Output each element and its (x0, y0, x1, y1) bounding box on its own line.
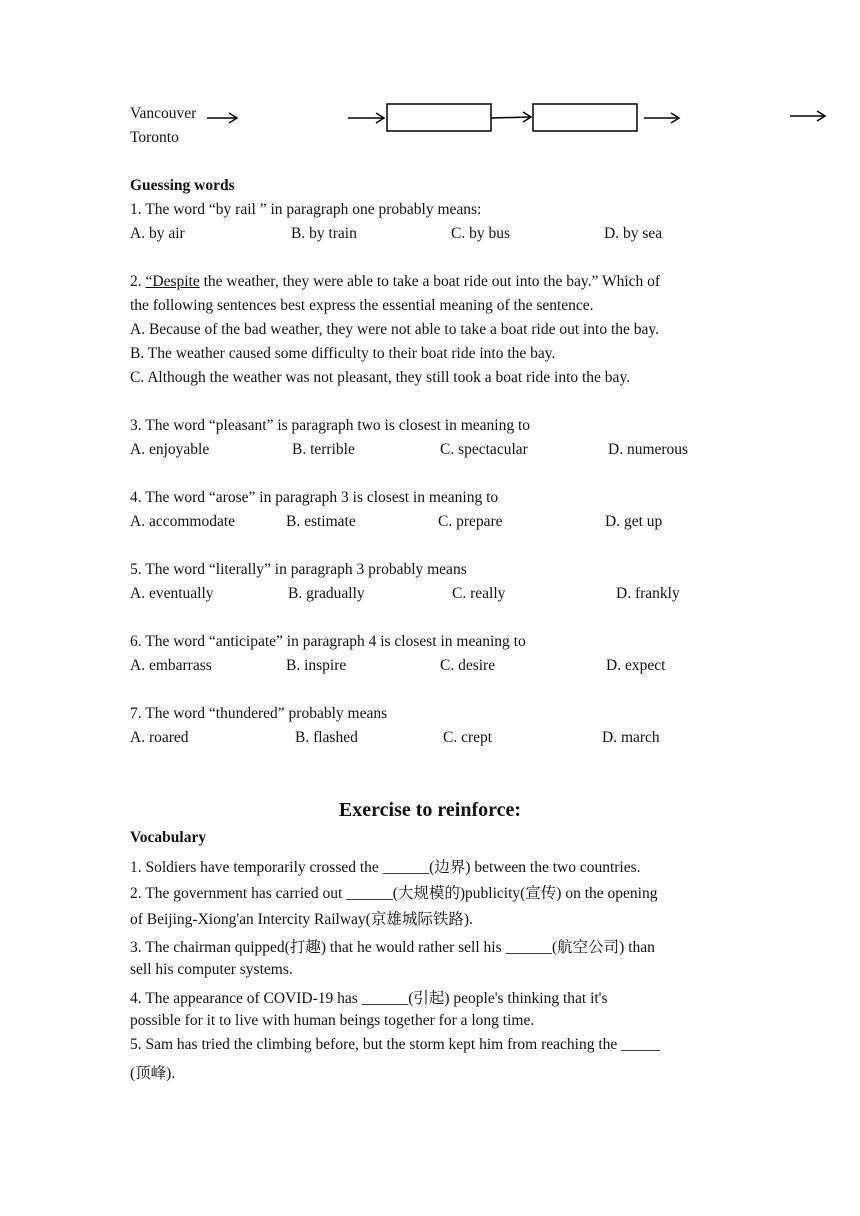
question-2-stem-line2: the following sentences best express the essential meaning of the sentence. (130, 297, 594, 314)
flow-box-1 (387, 104, 491, 131)
flow-arrow-3 (491, 117, 531, 118)
q6-option-d: D. expect (606, 657, 666, 674)
q4-option-a: A. accommodate (130, 513, 236, 530)
q2-choice-c: C. Although the weather was not pleasant, they still took a boat ride into the bay. (130, 369, 631, 386)
q7-option-d: D. march (602, 729, 660, 746)
q5-option-d: D. frankly (616, 585, 680, 602)
q1-option-b: B. by train (291, 225, 357, 242)
vocab-line-4: 4. The appearance of COVID-19 has ______(引起) people's thinking that it's (130, 990, 608, 1007)
q1-option-c: C. by bus (451, 225, 510, 242)
flow-diagram (0, 0, 860, 160)
flow-box-2 (533, 104, 637, 131)
question-1-stem: 1. The word “by rail ” in paragraph one probably means: (130, 201, 482, 218)
section-heading-guessing: Guessing words (130, 177, 235, 194)
exercise-title: Exercise to reinforce: (338, 799, 522, 821)
q7-option-a: A. roared (130, 729, 189, 746)
q2-number: 2. (130, 273, 146, 290)
question-3-stem: 3. The word “pleasant” is paragraph two is closest in meaning to (130, 417, 531, 434)
vocab-line-4-cont: possible for it to live with human beings together for a long time. (130, 1012, 535, 1029)
question-4-stem: 4. The word “arose” in paragraph 3 is closest in meaning to (130, 489, 499, 506)
q5-option-b: B. gradually (288, 585, 365, 602)
vocab-line-5-cont: (顶峰). (130, 1065, 176, 1082)
vocab-line-3: 3. The chairman quipped(打趣) that he would rather sell his ______(航空公司) than (130, 939, 655, 956)
q6-option-c: C. desire (440, 657, 496, 674)
q2-choice-b: B. The weather caused some difficulty to their boat ride into the bay. (130, 345, 556, 362)
q2-underlined-word: “Despite (145, 273, 200, 290)
vocab-line-1: 1. Soldiers have temporarily crossed the ______(边界) between the two countries. (130, 859, 641, 876)
q1-option-a: A. by air (130, 225, 185, 242)
question-7-stem: 7. The word “thundered” probably means (130, 705, 388, 722)
q7-option-b: B. flashed (295, 729, 358, 746)
vocab-line-2-cont: of Beijing-Xiong'an Intercity Railway(京雄城际铁路). (130, 911, 473, 928)
vocab-line-5: 5. Sam has tried the climbing before, but the storm kept him from reaching the _____ (130, 1036, 660, 1053)
q7-option-c: C. crept (443, 729, 493, 746)
q4-option-b: B. estimate (286, 513, 356, 530)
q1-option-d: D. by sea (604, 225, 663, 242)
question-6-stem: 6. The word “anticipate” in paragraph 4 is closest in meaning to (130, 633, 526, 650)
q6-option-b: B. inspire (286, 657, 347, 674)
q5-option-c: C. really (452, 585, 506, 602)
question-2-stem (130, 273, 660, 291)
section-heading-vocabulary: Vocabulary (130, 829, 207, 846)
q5-option-a: A. eventually (130, 585, 214, 602)
flow-end-label: Toronto (130, 129, 179, 146)
q3-option-b: B. terrible (292, 441, 355, 458)
q4-option-d: D. get up (605, 513, 663, 530)
q3-option-c: C. spectacular (440, 441, 528, 458)
vocab-line-3-cont: sell his computer systems. (130, 961, 293, 978)
q2-choice-a: A. Because of the bad weather, they were not able to take a boat ride out into the bay. (130, 321, 660, 338)
q3-option-a: A. enjoyable (130, 441, 210, 458)
question-5-stem: 5. The word “literally” in paragraph 3 probably means (130, 561, 467, 578)
vocab-line-2: 2. The government has carried out ______(大规模的)publicity(宣传) on the opening (130, 885, 658, 902)
q6-option-a: A. embarrass (130, 657, 212, 674)
q4-option-c: C. prepare (438, 513, 503, 530)
flow-start-label: Vancouver (130, 105, 197, 122)
q2-stem-rest: the weather, they were able to take a boat ride out into the bay.” Which of (199, 273, 661, 290)
q3-option-d: D. numerous (608, 441, 689, 458)
